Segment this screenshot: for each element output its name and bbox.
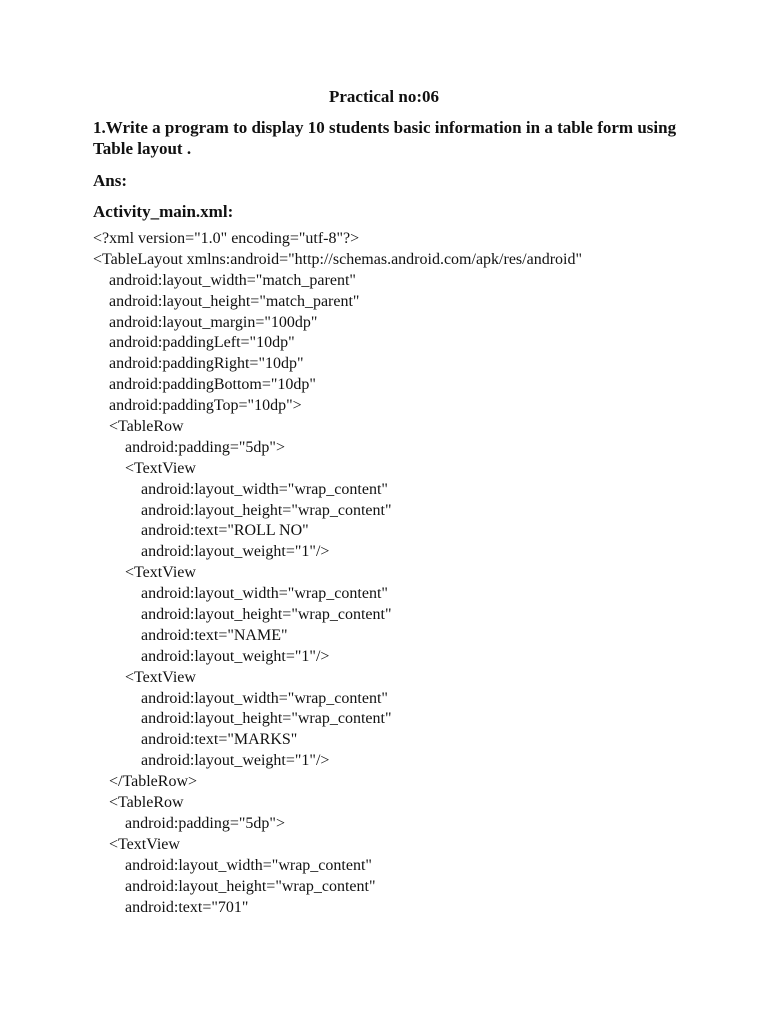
code-line: <TextView [93,668,196,686]
code-line: android:layout_width="wrap_content" [93,585,388,603]
code-line: android:layout_height="wrap_content" [93,606,392,624]
code-line: android:text="NAME" [93,626,288,644]
code-line: <?xml version="1.0" encoding="utf-8"?> [93,230,360,247]
code-line: android:layout_width="wrap_content" [93,480,388,498]
code-line: android:layout_width="wrap_content" [93,689,388,707]
code-line: <TextView [93,835,180,853]
code-line: android:layout_width="match_parent" [93,271,356,289]
code-line: android:layout_height="wrap_content" [93,501,392,519]
code-line: android:layout_margin="100dp" [93,313,318,331]
code-line: <TextView [93,459,196,477]
code-line: android:paddingBottom="10dp" [93,376,316,394]
page-title: Practical no:06 [329,87,439,106]
code-line: <TableRow [93,418,184,436]
code-line: android:layout_weight="1"/> [93,752,330,770]
file-label: Activity_main.xml: [93,202,234,221]
code-line: <TextView [93,564,196,582]
code-line: android:text="MARKS" [93,731,298,749]
code-line: </TableRow> [93,773,198,791]
code-line: android:layout_weight="1"/> [93,647,330,665]
code-line: <TableRow [93,794,184,812]
code-line: android:paddingTop="10dp"> [93,397,302,415]
code-line: android:paddingRight="10dp" [93,355,304,373]
question-text: 1.Write a program to display 10 students basic information in a table form using Table layout . [93,118,677,158]
code-line: android:padding="5dp"> [93,438,285,456]
answer-label: Ans: [93,171,128,190]
code-line: android:layout_width="wrap_content" [93,856,372,874]
code-line: android:layout_height="wrap_content" [93,710,392,728]
code-line: <TableLayout xmlns:android="http://schemas.android.com/apk/res/android" [93,250,582,268]
code-line: android:layout_height="match_parent" [93,292,360,310]
code-line: android:text="ROLL NO" [93,522,309,540]
code-line: android:padding="5dp"> [93,814,285,832]
code-line: android:layout_weight="1"/> [93,543,330,561]
code-line: android:text="701" [93,898,249,916]
code-block [93,229,713,918]
code-line: android:layout_height="wrap_content" [93,877,376,895]
code-line: android:paddingLeft="10dp" [93,334,295,352]
